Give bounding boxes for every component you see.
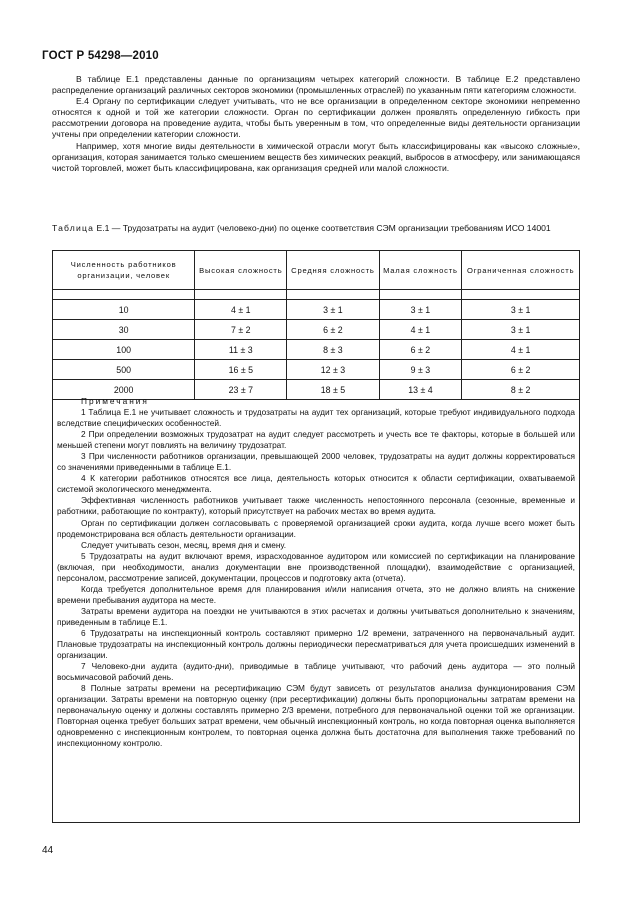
note-paragraph: Следует учитывать сезон, месяц, время дня и смену.: [81, 539, 287, 550]
page-number: 44: [42, 845, 54, 856]
note-paragraph: 6 Трудозатраты на инспекционный контроль составляют примерно 1/2 времени, затраченного на первоначальный аудит. Плановые трудозатраты на инспекционный контроль должны периодически пересматриваться для учета происшедших изменений в организации.: [57, 627, 575, 661]
table-cell: 10: [53, 300, 195, 320]
table-cell: 6 ± 2: [462, 360, 580, 380]
table-cell: 6 ± 2: [379, 340, 462, 360]
table-cell: 9 ± 3: [379, 360, 462, 380]
table-cell: 6 ± 2: [287, 320, 379, 340]
table-caption-text: Е.1 — Трудозатраты на аудит (человеко-дни) по оценке соответствия СЭМ организации требованиям ИСО 14001: [94, 223, 551, 233]
document-header: ГОСТ Р 54298—2010: [42, 50, 159, 62]
table-cell: 100: [53, 340, 195, 360]
table-cell: 12 ± 3: [287, 360, 379, 380]
table-caption-label: Таблица: [52, 223, 95, 233]
table-row: [53, 300, 580, 320]
table-cell: 8 ± 2: [462, 380, 580, 400]
table-cell: 3 ± 1: [287, 300, 379, 320]
table-cell: 11 ± 3: [195, 340, 287, 360]
intro-text: [52, 74, 580, 174]
table-header-cell: Малая сложность: [379, 251, 462, 290]
table-cell: 18 ± 5: [287, 380, 379, 400]
table-caption: [52, 223, 580, 234]
table-spacer-row: [53, 290, 580, 300]
note-paragraph: 4 К категории работников относятся все лица, деятельность которых относится к области сертификации, охватываемой системой экологического менеджмента.: [57, 473, 575, 495]
table-cell: 500: [53, 360, 195, 380]
table-cell: 3 ± 1: [379, 300, 462, 320]
note-paragraph: Эффективная численность работников учитывает также численность непостоянного персонала (сезонные, временные и работники, работающие по контракту), который присутствует на рабочих местах во время аудита.: [57, 495, 575, 517]
notes-title: Примечания: [81, 396, 149, 406]
table-cell: 7 ± 2: [195, 320, 287, 340]
note-paragraph: 8 Полные затраты времени на ресертификацию СЭМ будут зависеть от результатов анализа функционирования СЭМ организации. Затраты времени на повторную оценку (при ресертификации) должны быть пропорциональны затратам времени на первоначальную оценку и должны составлять примерно 2/3 времени, потребного для первоначальной оценки той же организации. Повторная оценка требует больших затрат времени, чем обычный инспекционный контроль, но когда повторная оценка выполняется одновременно с инспекционным контролем, то повторная оценка должна быть достаточна для выполнения также требований по инспекционному контролю.: [57, 683, 575, 749]
table-header-cell: Средняя сложность: [287, 251, 379, 290]
table-cell: 30: [53, 320, 195, 340]
table-row: [53, 320, 580, 340]
intro-paragraph: Е.4 Органу по сертификации следует учитывать, что не все организации в определенном секторе экономики непременно относятся к одной и той же категории сложности. Орган по сертификации должен проявлять определенную гибкость при рассмотрении договора на проведение аудита, чтобы быть уверенным в том, что определенные виды деятельности организации учтены при определении категории сложности.: [52, 96, 580, 140]
intro-paragraph: В таблице Е.1 представлены данные по организациям четырех категорий сложности. В таблице Е.2 представлено распределение организаций различных секторов экономики (промышленных отраслей) по указанным пяти категориям сложности.: [52, 74, 580, 96]
table-header-cell: Высокая сложность: [195, 251, 287, 290]
table-row: [53, 340, 580, 360]
table-cell: 4 ± 1: [195, 300, 287, 320]
table-cell: 4 ± 1: [462, 340, 580, 360]
note-paragraph: 5 Трудозатраты на аудит включают время, израсходованное аудитором или комиссией по сертификации на планирование (включая, при необходимости, анализ документации вне производственной площадки), взаимодействие с организацией, персоналом, рассмотрение записей, документации, процессов и подготовку акта (отчета).: [57, 550, 575, 583]
note-paragraph: 2 При определении возможных трудозатрат на аудит следует рассмотреть и учесть все те факторы, которые в большей или меньшей степени могут повлиять на величину трудозатрат.: [57, 429, 575, 451]
table-header-cell: Численность работников организации, человек: [53, 251, 195, 290]
intro-paragraph: Например, хотя многие виды деятельности в химической отрасли могут быть классифицированы как «высоко сложные», организация, которая занимается только смешением веществ без химических реакций, выбросов в атмосферу, или занимающаяся чистой торговлей, может быть классифицирована, как организация средней или малой сложности.: [52, 140, 580, 173]
table-header-row: [53, 251, 580, 290]
table-cell: 4 ± 1: [379, 320, 462, 340]
notes-section: [57, 396, 575, 750]
table-cell: 16 ± 5: [195, 360, 287, 380]
table-cell: 23 ± 7: [195, 380, 287, 400]
table-cell: 2000: [53, 380, 195, 400]
note-paragraph: Когда требуется дополнительное время для планирования и/или написания отчета, это не должно влиять на снижение времени пребывания аудитора на месте.: [57, 583, 575, 605]
labor-table: [52, 250, 580, 400]
table-header-cell: Ограниченная сложность: [462, 251, 580, 290]
table-cell: 3 ± 1: [462, 320, 580, 340]
table-row: [53, 360, 580, 380]
table-cell: 8 ± 3: [287, 340, 379, 360]
note-paragraph: 7 Человеко-дни аудита (аудито-дни), приводимые в таблице учитывают, что рабочий день аудитора — это полный восьмичасовой рабочий день.: [57, 661, 575, 683]
table-cell: 3 ± 1: [462, 300, 580, 320]
note-paragraph: 1 Таблица Е.1 не учитывает сложность и трудозатраты на аудит тех организаций, которые требуют индивидуального подхода вследствие специфических особенностей.: [57, 407, 575, 429]
note-paragraph: Орган по сертификации должен согласовывать с проверяемой организацией сроки аудита, когда лучше всего может быть продемонстрирована вся область деятельности организации.: [57, 517, 575, 539]
table-cell: 13 ± 4: [379, 380, 462, 400]
note-paragraph: Затраты времени аудитора на поездки не учитываются в этих расчетах и должны учитываться дополнительно к значениям, приведенным в таблице Е.1.: [57, 605, 575, 627]
note-paragraph: 3 При численности работников организации, превышающей 2000 человек, трудозатраты на аудит должны корректироваться со значениями приведенными в таблице Е.1.: [57, 451, 575, 473]
